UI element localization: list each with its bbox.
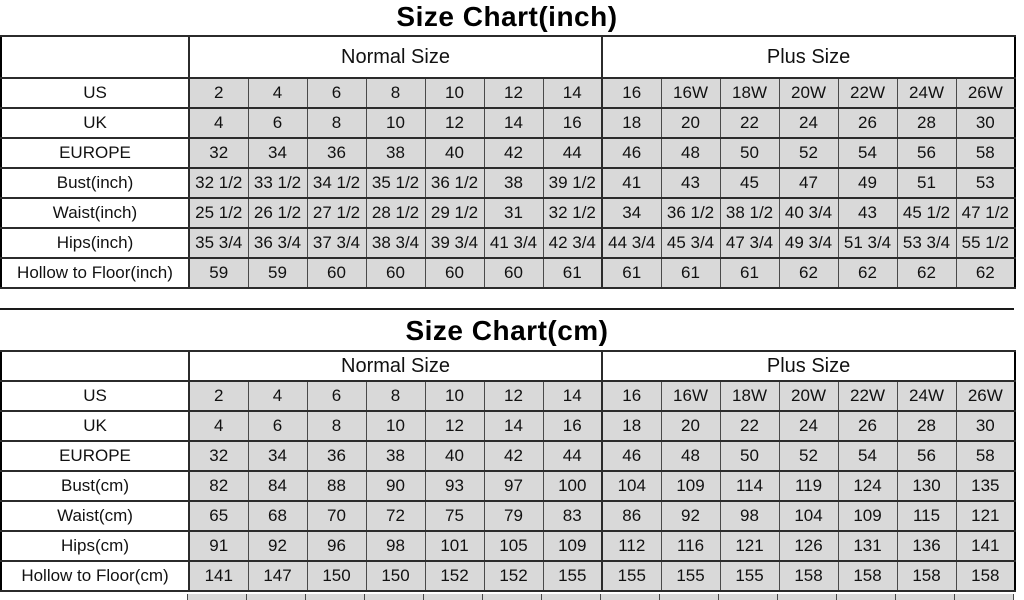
size-cell: 54 — [838, 138, 897, 168]
size-cell: 26W — [956, 78, 1015, 108]
size-cell: 18 — [602, 411, 661, 441]
size-cell: 6 — [248, 411, 307, 441]
size-cell: 14 — [543, 381, 602, 411]
size-chart-cm-table — [0, 350, 1016, 592]
size-cell: 14 — [484, 108, 543, 138]
group-header-normal-size: Normal Size — [189, 351, 602, 381]
size-cell: 98 — [366, 531, 425, 561]
size-cell: 24W — [897, 381, 956, 411]
size-cell: 22 — [720, 411, 779, 441]
size-cell: 32 — [189, 138, 248, 168]
table-row — [1, 411, 1015, 441]
size-cell: 22W — [838, 381, 897, 411]
size-cell: 39 3/4 — [425, 228, 484, 258]
table-row — [1, 138, 1015, 168]
size-cell: 29 1/2 — [425, 198, 484, 228]
size-cell: 97 — [484, 471, 543, 501]
size-cell: 48 — [661, 138, 720, 168]
size-cell: 135 — [956, 471, 1015, 501]
size-cell: 20 — [661, 108, 720, 138]
size-cell: 8 — [307, 411, 366, 441]
row-label: Hollow to Floor(cm) — [1, 561, 189, 591]
size-cell: 51 — [897, 168, 956, 198]
size-cell: 10 — [425, 381, 484, 411]
size-cell: 36 1/2 — [661, 198, 720, 228]
group-header-plus-size: Plus Size — [602, 36, 1015, 78]
size-cell: 46 — [602, 138, 661, 168]
size-cell: 50 — [720, 441, 779, 471]
row-label: Bust(cm) — [1, 471, 189, 501]
size-cell: 47 3/4 — [720, 228, 779, 258]
size-cell: 33 1/2 — [248, 168, 307, 198]
size-cell: 155 — [720, 561, 779, 591]
size-cell: 90 — [366, 471, 425, 501]
size-cell: 44 — [543, 441, 602, 471]
size-cell: 18 — [602, 108, 661, 138]
row-label: EUROPE — [1, 138, 189, 168]
size-cell: 2 — [189, 381, 248, 411]
size-cell: 115 — [897, 501, 956, 531]
size-cell: 100 — [543, 471, 602, 501]
size-cell: 61 — [720, 258, 779, 288]
size-cell: 141 — [956, 531, 1015, 561]
size-cell: 32 1/2 — [543, 198, 602, 228]
size-cell: 92 — [248, 531, 307, 561]
size-cell: 47 1/2 — [956, 198, 1015, 228]
size-cell: 109 — [661, 471, 720, 501]
size-cell: 47 — [779, 168, 838, 198]
size-cell: 44 3/4 — [602, 228, 661, 258]
size-cell: 12 — [484, 381, 543, 411]
size-cell: 36 — [307, 441, 366, 471]
group-header-row — [1, 351, 1015, 381]
size-cell: 42 3/4 — [543, 228, 602, 258]
size-cell: 59 — [189, 258, 248, 288]
table-row — [1, 531, 1015, 561]
size-cell: 4 — [248, 381, 307, 411]
size-cell: 141 — [189, 561, 248, 591]
group-header-row — [1, 36, 1015, 78]
size-cell: 8 — [307, 108, 366, 138]
size-cell: 58 — [956, 138, 1015, 168]
size-cell: 27 1/2 — [307, 198, 366, 228]
row-label: Hips(cm) — [1, 531, 189, 561]
size-cell: 20W — [779, 78, 838, 108]
size-cell: 84 — [248, 471, 307, 501]
corner-cell — [1, 351, 189, 381]
row-label: UK — [1, 411, 189, 441]
size-cell: 61 — [543, 258, 602, 288]
size-cell: 10 — [366, 411, 425, 441]
size-cell: 12 — [484, 78, 543, 108]
size-cell: 86 — [602, 501, 661, 531]
size-cell: 121 — [720, 531, 779, 561]
size-cell: 49 3/4 — [779, 228, 838, 258]
group-header-plus-size: Plus Size — [602, 351, 1015, 381]
size-cell: 158 — [956, 561, 1015, 591]
size-cell: 12 — [425, 411, 484, 441]
size-cell: 18W — [720, 78, 779, 108]
size-cell: 12 — [425, 108, 484, 138]
size-cell: 158 — [779, 561, 838, 591]
size-cell: 22 — [720, 108, 779, 138]
size-cell: 58 — [956, 441, 1015, 471]
size-cell: 36 3/4 — [248, 228, 307, 258]
size-cell: 43 — [661, 168, 720, 198]
size-cell: 20 — [661, 411, 720, 441]
size-cell: 41 3/4 — [484, 228, 543, 258]
size-cell: 35 1/2 — [366, 168, 425, 198]
size-cell: 158 — [897, 561, 956, 591]
size-cell: 62 — [956, 258, 1015, 288]
size-cell: 46 — [602, 441, 661, 471]
table-row — [1, 198, 1015, 228]
size-cell: 52 — [779, 138, 838, 168]
size-cell: 152 — [425, 561, 484, 591]
size-cell: 59 — [248, 258, 307, 288]
table-row — [1, 78, 1015, 108]
table-row — [1, 471, 1015, 501]
size-cell: 92 — [661, 501, 720, 531]
size-cell: 60 — [484, 258, 543, 288]
size-cell: 88 — [307, 471, 366, 501]
size-cell: 40 — [425, 441, 484, 471]
size-cell: 24 — [779, 411, 838, 441]
size-cell: 42 — [484, 138, 543, 168]
size-chart-inch-table — [0, 35, 1016, 289]
size-cell: 79 — [484, 501, 543, 531]
size-cell: 72 — [366, 501, 425, 531]
size-cell: 28 1/2 — [366, 198, 425, 228]
size-cell: 136 — [897, 531, 956, 561]
size-cell: 24W — [897, 78, 956, 108]
table-row — [1, 228, 1015, 258]
size-cell: 60 — [366, 258, 425, 288]
size-cell: 61 — [602, 258, 661, 288]
table-row — [1, 501, 1015, 531]
size-cell: 28 — [897, 411, 956, 441]
size-cell: 28 — [897, 108, 956, 138]
size-cell: 14 — [484, 411, 543, 441]
size-chart-inch-title: Size Chart(inch) — [396, 1, 618, 32]
size-cell: 98 — [720, 501, 779, 531]
size-cell: 109 — [838, 501, 897, 531]
size-cell: 49 — [838, 168, 897, 198]
table-row — [1, 168, 1015, 198]
size-cell: 18W — [720, 381, 779, 411]
size-cell: 32 — [189, 441, 248, 471]
size-cell: 10 — [366, 108, 425, 138]
size-cell: 155 — [661, 561, 720, 591]
size-cell: 16 — [602, 78, 661, 108]
size-cell: 55 1/2 — [956, 228, 1015, 258]
size-cell: 32 1/2 — [189, 168, 248, 198]
size-cell: 24 — [779, 108, 838, 138]
size-cell: 6 — [307, 78, 366, 108]
size-cell: 34 — [602, 198, 661, 228]
size-cell: 83 — [543, 501, 602, 531]
size-cell: 62 — [779, 258, 838, 288]
row-label: Hollow to Floor(inch) — [1, 258, 189, 288]
size-cell: 26 1/2 — [248, 198, 307, 228]
table-row — [1, 381, 1015, 411]
size-cell: 43 — [838, 198, 897, 228]
size-cell: 75 — [425, 501, 484, 531]
size-cell: 16 — [602, 381, 661, 411]
table-gap — [0, 289, 1024, 308]
row-label: Bust(inch) — [1, 168, 189, 198]
size-cell: 155 — [602, 561, 661, 591]
table-row — [1, 258, 1015, 288]
size-cell: 51 3/4 — [838, 228, 897, 258]
size-cell: 40 3/4 — [779, 198, 838, 228]
size-cell: 37 3/4 — [307, 228, 366, 258]
size-cell: 62 — [897, 258, 956, 288]
size-cell: 104 — [602, 471, 661, 501]
size-cell: 61 — [661, 258, 720, 288]
size-cell: 65 — [189, 501, 248, 531]
size-cell: 16 — [543, 411, 602, 441]
size-cell: 8 — [366, 78, 425, 108]
size-cell: 124 — [838, 471, 897, 501]
size-cell: 16W — [661, 381, 720, 411]
table-row — [1, 561, 1015, 591]
size-cell: 60 — [425, 258, 484, 288]
size-cell: 116 — [661, 531, 720, 561]
size-cell: 16 — [543, 108, 602, 138]
row-label: UK — [1, 108, 189, 138]
size-cell: 130 — [897, 471, 956, 501]
size-cell: 93 — [425, 471, 484, 501]
size-cell: 34 1/2 — [307, 168, 366, 198]
size-cell: 119 — [779, 471, 838, 501]
size-cell: 50 — [720, 138, 779, 168]
size-cell: 26 — [838, 108, 897, 138]
size-cell: 34 — [248, 138, 307, 168]
group-header-normal-size: Normal Size — [189, 36, 602, 78]
size-cell: 147 — [248, 561, 307, 591]
size-cell: 26 — [838, 411, 897, 441]
size-cell: 52 — [779, 441, 838, 471]
size-cell: 26W — [956, 381, 1015, 411]
size-cell: 54 — [838, 441, 897, 471]
size-cell: 36 1/2 — [425, 168, 484, 198]
size-cell: 6 — [307, 381, 366, 411]
size-cell: 2 — [189, 78, 248, 108]
size-cell: 45 1/2 — [897, 198, 956, 228]
row-label: Hips(inch) — [1, 228, 189, 258]
size-cell: 36 — [307, 138, 366, 168]
size-cell: 38 1/2 — [720, 198, 779, 228]
corner-cell — [1, 36, 189, 78]
row-label: Waist(cm) — [1, 501, 189, 531]
size-cell: 60 — [307, 258, 366, 288]
size-cell: 41 — [602, 168, 661, 198]
size-cell: 40 — [425, 138, 484, 168]
size-cell: 6 — [248, 108, 307, 138]
size-cell: 131 — [838, 531, 897, 561]
size-cell: 42 — [484, 441, 543, 471]
size-cell: 25 1/2 — [189, 198, 248, 228]
size-cell: 105 — [484, 531, 543, 561]
size-cell: 20W — [779, 381, 838, 411]
size-cell: 62 — [838, 258, 897, 288]
size-cell: 56 — [897, 138, 956, 168]
row-label: US — [1, 381, 189, 411]
size-cell: 155 — [543, 561, 602, 591]
size-cell: 4 — [189, 108, 248, 138]
size-cell: 14 — [543, 78, 602, 108]
size-cell: 109 — [543, 531, 602, 561]
size-cell: 31 — [484, 198, 543, 228]
size-cell: 121 — [956, 501, 1015, 531]
size-cell: 91 — [189, 531, 248, 561]
row-label: Waist(inch) — [1, 198, 189, 228]
size-cell: 150 — [366, 561, 425, 591]
size-cell: 53 — [956, 168, 1015, 198]
size-cell: 44 — [543, 138, 602, 168]
size-cell: 16W — [661, 78, 720, 108]
size-cell: 152 — [484, 561, 543, 591]
size-cell: 48 — [661, 441, 720, 471]
size-cell: 22W — [838, 78, 897, 108]
size-cell: 35 3/4 — [189, 228, 248, 258]
row-label: US — [1, 78, 189, 108]
size-cell: 30 — [956, 108, 1015, 138]
size-cell: 82 — [189, 471, 248, 501]
size-cell: 70 — [307, 501, 366, 531]
size-cell: 96 — [307, 531, 366, 561]
table-row — [1, 441, 1015, 471]
size-cell: 8 — [366, 381, 425, 411]
size-cell: 38 — [484, 168, 543, 198]
size-cell: 38 — [366, 441, 425, 471]
size-cell: 38 3/4 — [366, 228, 425, 258]
size-cell: 112 — [602, 531, 661, 561]
size-cell: 114 — [720, 471, 779, 501]
size-cell: 45 3/4 — [661, 228, 720, 258]
size-cell: 56 — [897, 441, 956, 471]
size-cell: 150 — [307, 561, 366, 591]
size-chart-cm-title: Size Chart(cm) — [0, 308, 1014, 350]
row-label: EUROPE — [1, 441, 189, 471]
size-cell: 4 — [189, 411, 248, 441]
size-cell: 158 — [838, 561, 897, 591]
size-cell: 39 1/2 — [543, 168, 602, 198]
size-cell: 38 — [366, 138, 425, 168]
size-cell: 68 — [248, 501, 307, 531]
size-cell: 4 — [248, 78, 307, 108]
table-row — [1, 108, 1015, 138]
size-cell: 104 — [779, 501, 838, 531]
size-cell: 34 — [248, 441, 307, 471]
size-cell: 101 — [425, 531, 484, 561]
size-cell: 45 — [720, 168, 779, 198]
size-cell: 53 3/4 — [897, 228, 956, 258]
size-cell: 30 — [956, 411, 1015, 441]
cutoff-next-row-sliver — [187, 594, 1014, 600]
size-cell: 126 — [779, 531, 838, 561]
size-cell: 10 — [425, 78, 484, 108]
